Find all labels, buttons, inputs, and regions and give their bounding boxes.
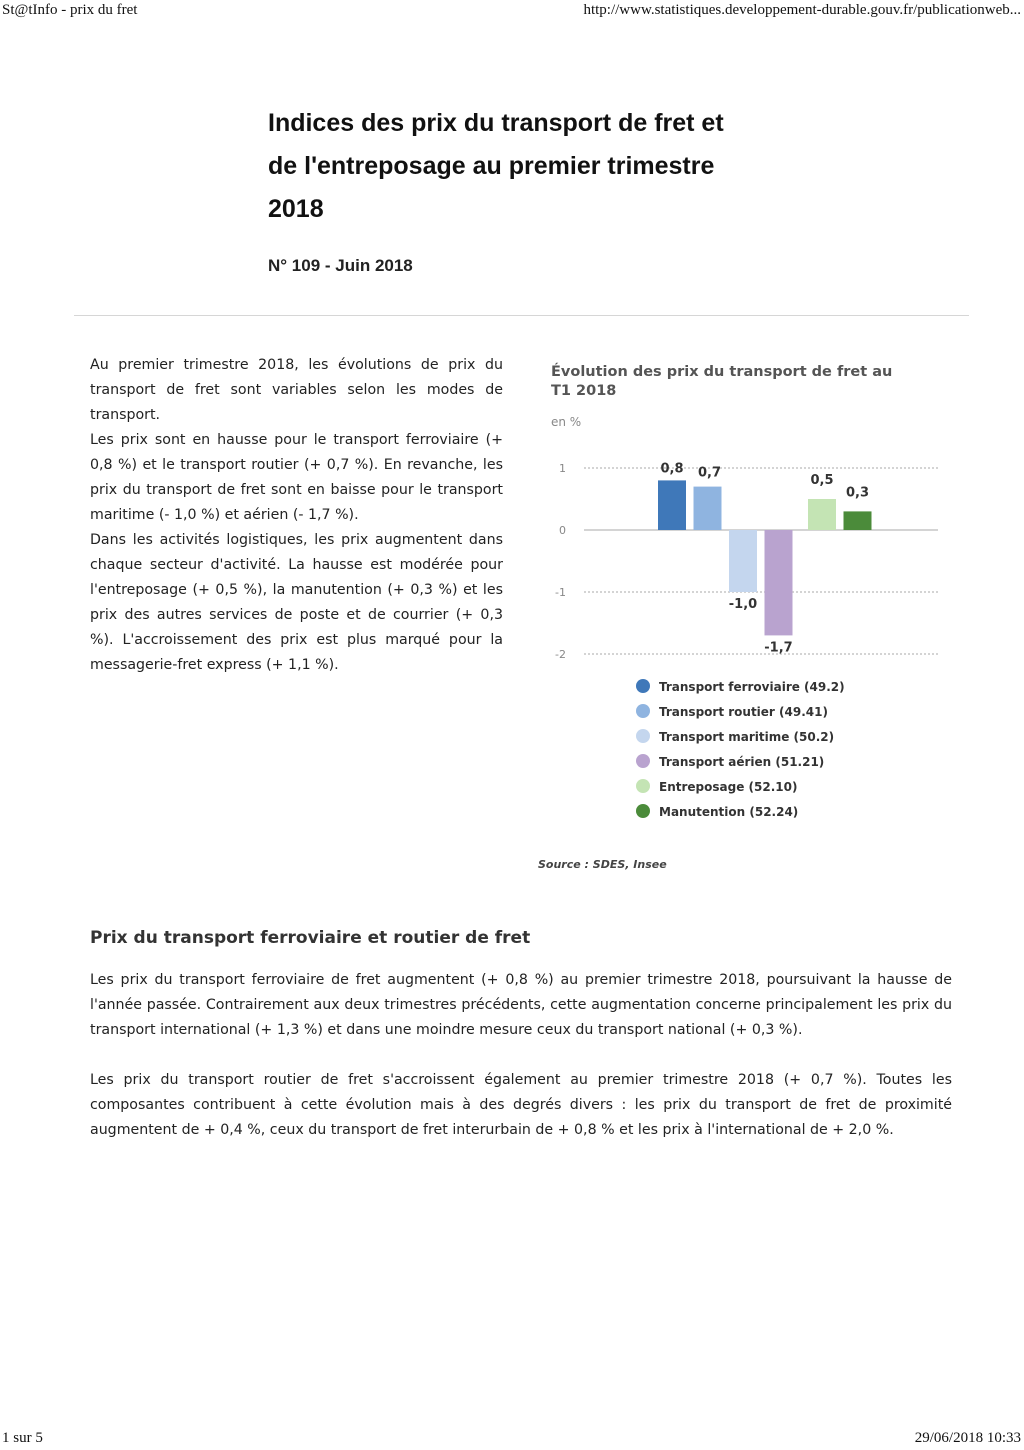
bar: [765, 530, 793, 635]
divider: [74, 315, 969, 316]
page-title: Indices des prix du transport de fret et de l'entreposage au premier trimestre 2018: [268, 109, 724, 223]
legend-swatch: [636, 779, 650, 793]
legend-swatch: [636, 804, 650, 818]
legend-item: Transport ferroviaire (49.2): [659, 680, 845, 694]
section-paragraph: Les prix du transport ferroviaire de fret augmentent (+ 0,8 %) au premier trimestre 2018, poursuivant la hausse de l'année passée. Contrairement aux deux trimestres précédents, cette augmentation concerne principalement les prix du transport international (+ 1,3 %) et dans une moindre mesure ceux du transport national (+ 0,3 %).: [90, 972, 952, 1038]
y-tick-label: 0: [559, 524, 566, 537]
chart-y-unit: en %: [551, 415, 582, 429]
chart-source: Source : SDES, Insee: [538, 858, 667, 871]
chart-bars: [658, 480, 872, 635]
section-title: Prix du transport ferroviaire et routier de fret: [90, 928, 531, 948]
bar: [658, 480, 686, 530]
legend-item: Transport maritime (50.2): [659, 730, 835, 744]
intro-paragraph: Dans les activités logistiques, les prix augmentent dans chaque secteur d'activité. La hausse est modérée pour l'entreposage (+ 0,5 %), la manutention (+ 0,3 %) et les prix des autres services de poste et de courrier (+ 0,3 %). L'accroissement des prix est plus marqué pour la messagerie-fret express (+ 1,1 %).: [90, 532, 503, 673]
legend-item: Transport aérien (51.21): [659, 755, 825, 769]
chart-svg: [536, 356, 956, 876]
section-paragraph: Les prix du transport routier de fret s'accroissent également au premier trimestre 2018 (+ 0,7 %). Toutes les composantes contribuent à cette évolution mais à des degrés divers : les prix du transport de fret de proximité augmentent de + 0,4 %, ceux du transport de fret interurbain de + 0,8 % et les prix à l'international de + 2,0 %.: [90, 1072, 952, 1138]
data-label: 0,5: [810, 473, 834, 488]
browser-header-title: St@tInfo - prix du fret: [2, 2, 138, 18]
page-counter: 1 sur 5: [2, 1430, 43, 1446]
price-evolution-chart: [536, 356, 956, 876]
chart-title-line-1: Évolution des prix du transport de fret au: [551, 364, 893, 380]
data-label: -1,7: [764, 640, 793, 656]
legend-swatch: [636, 754, 650, 768]
bar: [729, 530, 757, 592]
y-tick-label: -2: [555, 648, 566, 661]
data-label: 0,8: [660, 461, 684, 477]
legend-swatch: [636, 679, 650, 693]
data-label: 0,3: [845, 485, 870, 501]
y-tick-label: 1: [559, 462, 566, 475]
bar: [844, 511, 872, 530]
legend-item: Manutention (52.24): [659, 805, 799, 819]
y-tick-label: -1: [555, 586, 566, 599]
bar: [694, 487, 722, 530]
intro-paragraph: Les prix sont en hausse pour le transport ferroviaire (+ 0,8 %) et le transport routier (+ 0,7 %). En revanche, les prix du transport de fret sont en baisse pour le transport maritime (- 1,0 %) et aérien (- 1,7 %).: [90, 432, 503, 523]
legend-item: Entreposage (52.10): [659, 780, 798, 794]
print-timestamp: 29/06/2018 10:33: [914, 1430, 1021, 1446]
chart-title-line-2: T1 2018: [551, 383, 617, 399]
bar: [808, 499, 836, 530]
legend-swatch: [636, 704, 650, 718]
browser-header-url[interactable]: http://www.statistiques.developpement-durable.gouv.fr/publicationweb...: [583, 2, 1021, 18]
issue-number: N° 109 - Juin 2018: [268, 256, 413, 275]
legend-swatch: [636, 729, 650, 743]
intro-paragraph: Au premier trimestre 2018, les évolutions de prix du transport de fret sont variables selon les modes de transport.: [90, 357, 503, 423]
chart-legend: [636, 679, 845, 819]
intro-text: [90, 353, 503, 678]
legend-item: Transport routier (49.41): [659, 705, 828, 719]
data-label: -1,0: [728, 597, 758, 612]
data-label: 0,7: [697, 465, 722, 481]
